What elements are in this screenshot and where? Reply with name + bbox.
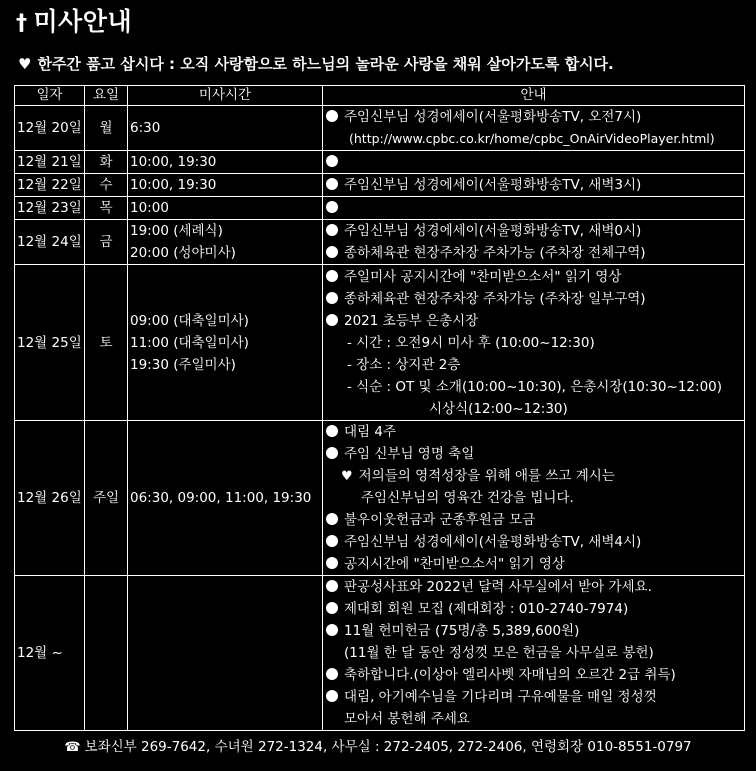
- heart-icon: ♥: [341, 469, 353, 484]
- bullet-icon: [326, 155, 338, 167]
- notice-text: 불우이웃헌금과 군종후원금 모금: [344, 512, 536, 528]
- bullet-icon: [326, 270, 338, 282]
- mass-time: 20:00 (성야미사): [130, 245, 236, 261]
- bullet-icon: [326, 246, 338, 258]
- notice-item: [325, 376, 742, 398]
- mass-time: 10:00, 19:30: [130, 154, 217, 170]
- bullet-icon: [326, 178, 338, 190]
- mass-time-cell: [128, 576, 323, 731]
- table-row: [15, 106, 745, 151]
- notice-text: 모아서 봉헌해 주세요: [344, 711, 470, 727]
- notice-item: [325, 443, 742, 465]
- weekly-motto-text: 한주간 품고 삽시다 : 오직 사랑함으로 하느님의 놀라운 사랑을 채워 살아가도록 합시다.: [37, 55, 614, 73]
- notice-text: 2021 초등부 은총시장: [344, 312, 479, 329]
- page-title-text: 미사안내: [33, 7, 133, 36]
- date-cell: 12월 23일: [15, 197, 85, 220]
- notice-text: 주임신부님 성경에세이(서울평화방송TV, 오전7시): [344, 109, 642, 125]
- bullet-icon: [326, 535, 338, 547]
- notice-item: [325, 664, 742, 686]
- notice-item: [325, 421, 742, 443]
- table-row: [15, 197, 745, 220]
- weekday-cell: 화: [85, 151, 128, 174]
- weekday-cell: 토: [85, 265, 128, 421]
- mass-time: 10:00: [130, 200, 169, 216]
- mass-schedule-table: [14, 85, 745, 731]
- bullet-icon: [326, 425, 338, 437]
- mass-time-cell: [128, 106, 323, 151]
- notice-item: [325, 266, 742, 288]
- notice-cell: [323, 265, 745, 421]
- contact-footer-text: 보좌신부 269-7642, 수녀원 272-1324, 사무실 : 272-2405, 272-2406, 연령회장 010-8551-0797: [84, 739, 692, 755]
- bullet-icon: [326, 292, 338, 304]
- weekday-cell: [85, 576, 128, 731]
- notice-text: 대림, 아기예수님을 기다리며 구유예물을 매일 정성껏: [344, 689, 657, 705]
- notice-item: [325, 576, 742, 598]
- notice-item: [325, 642, 742, 664]
- notice-item: [325, 553, 742, 575]
- notice-cell: [323, 421, 745, 576]
- notice-text: 종하체육관 현장주차장 주차가능 (주차장 전체구역): [344, 245, 646, 261]
- notice-cell: [323, 197, 745, 220]
- bullet-icon: [326, 557, 338, 569]
- notice-text: 주임 신부님 영명 축일: [344, 446, 475, 462]
- bullet-icon: [326, 624, 338, 636]
- notice-item: [325, 465, 742, 487]
- notice-cell: [323, 151, 745, 174]
- notice-item: [325, 708, 742, 730]
- mass-time-cell: [128, 174, 323, 197]
- notice-text: - 시간 : 오전9시 미사 후 (10:00~12:30): [347, 334, 595, 351]
- bullet-icon: [326, 580, 338, 592]
- notice-text: 저의들의 영적성장을 위해 애를 쓰고 계시는: [358, 468, 615, 484]
- notice-cell: [323, 576, 745, 731]
- notice-item: [325, 310, 742, 332]
- notice-item: [325, 242, 742, 264]
- mass-time: 10:00, 19:30: [130, 177, 217, 193]
- page-title: [16, 4, 132, 40]
- notice-text: 제대회 회원 모집 (제대회장 : 010-2740-7974): [344, 601, 629, 617]
- notice-text: 축하합니다.(이상아 엘리사벳 자매님의 오르간 2급 취득): [344, 667, 676, 683]
- notice-text: - 식순 : OT 및 소개(10:00~10:30), 은총시장(10:30~12:00): [347, 378, 723, 395]
- bullet-icon: [326, 224, 338, 236]
- bullet-icon: [326, 110, 338, 122]
- notice-item: [325, 487, 742, 509]
- table-row: [15, 174, 745, 197]
- table-header-row: [15, 86, 745, 106]
- notice-item: [325, 106, 742, 128]
- notice-text: 주임신부님 성경에세이(서울평화방송TV, 새벽0시): [344, 223, 642, 239]
- notice-text: 공지시간에 "찬미받으소서" 읽기 영상: [344, 556, 565, 572]
- notice-item: [325, 620, 742, 642]
- weekday-cell: 수: [85, 174, 128, 197]
- weekday-cell: 금: [85, 220, 128, 265]
- bullet-icon: [326, 314, 338, 326]
- notice-item: [325, 354, 742, 376]
- table-row: [15, 576, 745, 731]
- mass-time: 19:30 (주일미사): [130, 356, 236, 373]
- notice-item: [325, 197, 742, 219]
- date-cell: 12월 24일: [15, 220, 85, 265]
- notice-text: (http://www.cpbc.co.kr/home/cpbc_OnAirVideoPlayer.html): [349, 131, 715, 146]
- notice-cell: [323, 174, 745, 197]
- phone-icon: ☎: [64, 740, 81, 755]
- weekday-cell: 목: [85, 197, 128, 220]
- contact-footer: [0, 736, 756, 758]
- notice-item: [325, 598, 742, 620]
- bullet-icon: [326, 690, 338, 702]
- notice-text: 주임신부님의 영육간 건강을 빕니다.: [361, 490, 574, 506]
- mass-time-cell: [128, 421, 323, 576]
- weekday-cell: 월: [85, 106, 128, 151]
- notice-item: [325, 220, 742, 242]
- bullet-icon: [326, 668, 338, 680]
- notice-item: [325, 128, 742, 150]
- date-cell: 12월 20일: [15, 106, 85, 151]
- notice-cell: [323, 220, 745, 265]
- table-row: [15, 151, 745, 174]
- header-notices: 안내: [323, 86, 745, 106]
- bullet-icon: [326, 513, 338, 525]
- notice-item: [325, 686, 742, 708]
- weekday-cell: 주일: [85, 421, 128, 576]
- mass-time-cell: [128, 265, 323, 421]
- notice-text: 주임신부님 성경에세이(서울평화방송TV, 새벽3시): [344, 177, 642, 193]
- heart-icon: ♥: [18, 55, 32, 73]
- date-cell: 12월 26일: [15, 421, 85, 576]
- bullet-icon: [326, 201, 338, 213]
- weekly-motto: [18, 53, 614, 75]
- notice-text: (11월 한 달 동안 정성껏 모은 헌금을 사무실로 봉헌): [344, 645, 654, 661]
- notice-text: 주임신부님 성경에세이(서울평화방송TV, 새벽4시): [344, 534, 642, 550]
- notice-text: 종하체육관 현장주차장 주차가능 (주차장 일부구역): [344, 290, 646, 307]
- date-cell: 12월 25일: [15, 265, 85, 421]
- mass-time: 06:30, 09:00, 11:00, 19:30: [130, 490, 312, 506]
- mass-time-cell: [128, 220, 323, 265]
- notice-text: 판공성사표와 2022년 달력 사무실에서 받아 가세요.: [344, 579, 652, 595]
- notice-text: 시상식(12:00~12:30): [429, 400, 568, 417]
- notice-cell: [323, 106, 745, 151]
- date-cell: 12월 21일: [15, 151, 85, 174]
- cross-icon: †: [16, 11, 28, 36]
- mass-time: 19:00 (세례식): [130, 223, 223, 239]
- notice-item: [325, 151, 742, 173]
- notice-text: 주일미사 공지시간에 "찬미받으소서" 읽기 영상: [344, 268, 622, 285]
- notice-item: [325, 509, 742, 531]
- notice-item: [325, 174, 742, 196]
- header-mass-time: 미사시간: [128, 86, 323, 106]
- notice-item: [325, 398, 742, 420]
- notice-item: [325, 531, 742, 553]
- notice-text: 11월 헌미헌금 (75명/총 5,389,600원): [344, 623, 580, 639]
- mass-time-cell: [128, 197, 323, 220]
- mass-time: 09:00 (대축일미사): [130, 312, 249, 329]
- mass-time: 6:30: [130, 120, 161, 136]
- mass-time-cell: [128, 151, 323, 174]
- notice-text: 대림 4주: [344, 424, 397, 440]
- table-row: [15, 421, 745, 576]
- notice-text: - 장소 : 상지관 2층: [347, 356, 461, 373]
- bullet-icon: [326, 447, 338, 459]
- notice-item: [325, 288, 742, 310]
- date-cell: 12월 ~: [15, 576, 85, 731]
- notice-item: [325, 332, 742, 354]
- header-date: 일자: [15, 86, 85, 106]
- table-row: [15, 220, 745, 265]
- header-day: 요일: [85, 86, 128, 106]
- mass-time: 11:00 (대축일미사): [130, 334, 249, 351]
- bullet-icon: [326, 602, 338, 614]
- date-cell: 12월 22일: [15, 174, 85, 197]
- table-row: [15, 265, 745, 421]
